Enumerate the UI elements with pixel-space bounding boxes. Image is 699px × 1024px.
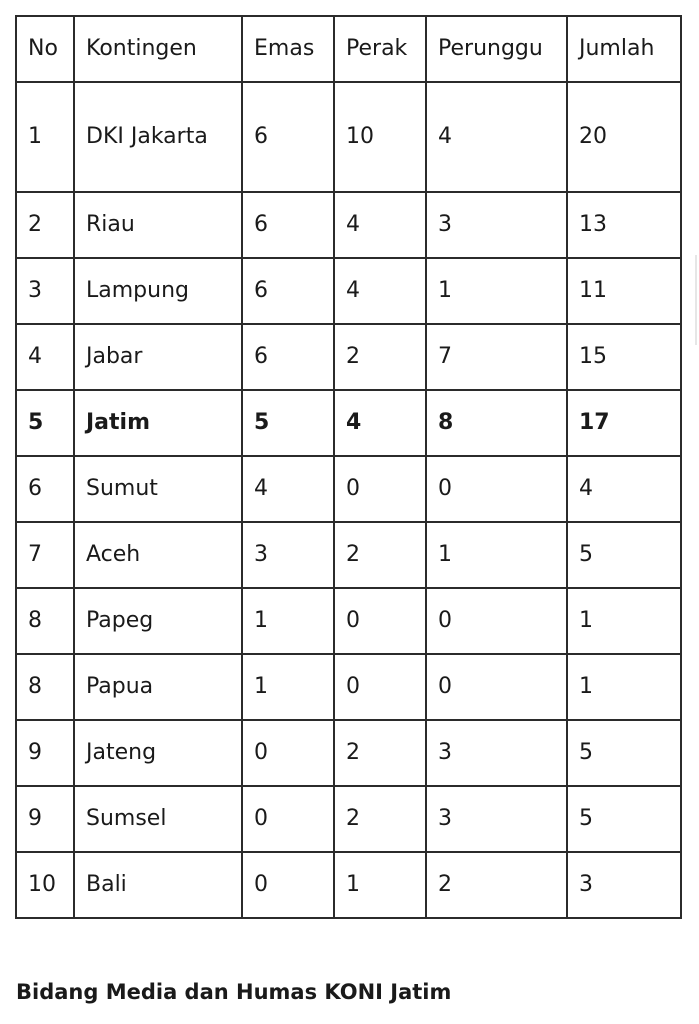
- cell-no: 3: [16, 258, 74, 324]
- table-row: [16, 852, 681, 918]
- header-perak: Perak: [334, 16, 426, 82]
- cell-emas: 6: [242, 82, 334, 192]
- cell-emas: 0: [242, 786, 334, 852]
- medal-standings-table: [15, 15, 682, 919]
- cell-kontingen: Sumsel: [74, 786, 242, 852]
- cell-perak: 4: [334, 258, 426, 324]
- cell-perunggu: 4: [426, 82, 567, 192]
- footer-credit: Bidang Media dan Humas KONI Jatim: [16, 980, 452, 1004]
- cell-emas: 6: [242, 192, 334, 258]
- cell-emas: 6: [242, 258, 334, 324]
- cell-perunggu: 1: [426, 258, 567, 324]
- cell-no: 5: [16, 390, 74, 456]
- cell-no: 1: [16, 82, 74, 192]
- cell-kontingen: Jatim: [74, 390, 242, 456]
- table-row: [16, 324, 681, 390]
- cell-jumlah: 11: [567, 258, 681, 324]
- cell-emas: 1: [242, 654, 334, 720]
- table-row-highlighted: [16, 390, 681, 456]
- cell-perunggu: 3: [426, 786, 567, 852]
- header-kontingen: Kontingen: [74, 16, 242, 82]
- cell-perunggu: 2: [426, 852, 567, 918]
- table-row: [16, 456, 681, 522]
- cell-no: 9: [16, 720, 74, 786]
- cell-emas: 6: [242, 324, 334, 390]
- cell-perak: 2: [334, 522, 426, 588]
- cell-jumlah: 1: [567, 588, 681, 654]
- cell-jumlah: 13: [567, 192, 681, 258]
- cell-kontingen: Jabar: [74, 324, 242, 390]
- cell-no: 6: [16, 456, 74, 522]
- cell-jumlah: 20: [567, 82, 681, 192]
- cell-emas: 5: [242, 390, 334, 456]
- table-row: [16, 192, 681, 258]
- cell-jumlah: 1: [567, 654, 681, 720]
- cell-perak: 4: [334, 192, 426, 258]
- cell-perak: 0: [334, 654, 426, 720]
- cell-kontingen: DKI Jakarta: [74, 82, 242, 192]
- cell-jumlah: 15: [567, 324, 681, 390]
- cell-kontingen: Bali: [74, 852, 242, 918]
- header-jumlah: Jumlah: [567, 16, 681, 82]
- cell-perunggu: 1: [426, 522, 567, 588]
- cell-no: 8: [16, 654, 74, 720]
- table-row: [16, 786, 681, 852]
- cell-perak: 1: [334, 852, 426, 918]
- medal-table-container: [15, 15, 682, 919]
- cell-perunggu: 0: [426, 588, 567, 654]
- table-row: [16, 82, 681, 192]
- cell-emas: 4: [242, 456, 334, 522]
- cell-perak: 2: [334, 786, 426, 852]
- cell-jumlah: 4: [567, 456, 681, 522]
- cell-jumlah: 5: [567, 786, 681, 852]
- cell-no: 7: [16, 522, 74, 588]
- cell-perak: 0: [334, 456, 426, 522]
- cell-kontingen: Jateng: [74, 720, 242, 786]
- cell-no: 10: [16, 852, 74, 918]
- cell-perak: 2: [334, 720, 426, 786]
- cell-emas: 0: [242, 852, 334, 918]
- table-row: [16, 258, 681, 324]
- cell-no: 4: [16, 324, 74, 390]
- cell-no: 2: [16, 192, 74, 258]
- cell-perak: 10: [334, 82, 426, 192]
- cell-jumlah: 5: [567, 522, 681, 588]
- cell-no: 8: [16, 588, 74, 654]
- cell-perunggu: 0: [426, 654, 567, 720]
- cell-emas: 0: [242, 720, 334, 786]
- cell-kontingen: Riau: [74, 192, 242, 258]
- scrollbar-thumb[interactable]: [695, 255, 697, 345]
- header-emas: Emas: [242, 16, 334, 82]
- table-body: [16, 82, 681, 918]
- cell-perak: 0: [334, 588, 426, 654]
- header-perunggu: Perunggu: [426, 16, 567, 82]
- table-row: [16, 654, 681, 720]
- cell-kontingen: Lampung: [74, 258, 242, 324]
- cell-jumlah: 5: [567, 720, 681, 786]
- cell-no: 9: [16, 786, 74, 852]
- table-row: [16, 720, 681, 786]
- cell-perunggu: 7: [426, 324, 567, 390]
- cell-kontingen: Aceh: [74, 522, 242, 588]
- cell-perunggu: 8: [426, 390, 567, 456]
- table-header-row: [16, 16, 681, 82]
- cell-kontingen: Sumut: [74, 456, 242, 522]
- cell-perak: 2: [334, 324, 426, 390]
- cell-emas: 1: [242, 588, 334, 654]
- cell-emas: 3: [242, 522, 334, 588]
- table-row: [16, 522, 681, 588]
- cell-kontingen: Papua: [74, 654, 242, 720]
- cell-perunggu: 3: [426, 720, 567, 786]
- cell-jumlah: 17: [567, 390, 681, 456]
- header-no: No: [16, 16, 74, 82]
- cell-kontingen: Papeg: [74, 588, 242, 654]
- table-row: [16, 588, 681, 654]
- cell-perunggu: 0: [426, 456, 567, 522]
- cell-perunggu: 3: [426, 192, 567, 258]
- cell-perak: 4: [334, 390, 426, 456]
- cell-jumlah: 3: [567, 852, 681, 918]
